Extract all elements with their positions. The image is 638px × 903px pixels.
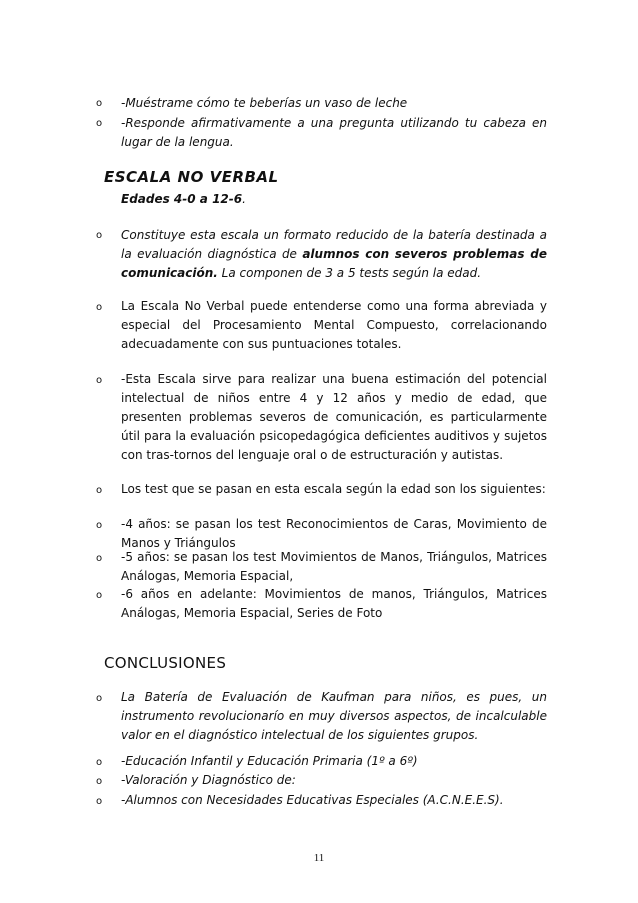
list-item: La Batería de Evaluación de Kaufman para niños, es pues, un instrumento revolucionarío en muy diversos aspectos, de incalculable valor en el diagnóstico intelectual de los siguientes grupos. [121,690,547,742]
paragraph: -Esta Escala sirve para realizar una buena estimación del potencial intelectual de niños entre 4 y 12 años y medio de edad, que presenten problemas severos de comunicación, es particularmente útil para la evaluación psicopedagógica deficientes auditivos y sujetos con tras-tornos del lenguaje oral o de estructuración y autistas. [121,372,547,462]
list-bullet: o [96,693,103,704]
paragraph: La Escala No Verbal puede entenderse como una forma abreviada y especial del Procesamiento Mental Compuesto, correlacionando adecuadamente con sus puntuaciones totales. [121,299,547,351]
list-bullet: o [96,796,103,807]
list-item: -Valoración y Diagnóstico de: [121,773,296,787]
list-bullet: o [96,757,103,768]
paragraph-emphasis: alumnos con severos problemas de comunicación. [121,247,547,280]
page-number: 11 [313,852,325,864]
list-bullet: o [96,375,103,386]
paragraph-text: La componen de 3 a 5 tests según la edad. [217,266,482,280]
list-item: -5 años: se pasan los test Movimientos de Manos, Triángulos, Matrices Análogas, Memoria Espacial, [121,550,547,583]
list-item: -Educación Infantil y Educación Primaria (1º a 6º) [121,754,418,768]
section-heading: ESCALA NO VERBAL [104,168,279,186]
section-heading: CONCLUSIONES [104,654,227,672]
subheading-period: . [242,192,246,206]
paragraph-text: Constituye esta escala un formato reducido de la batería destinada a la evaluación diagnóstica de [121,228,547,261]
list-item: -Muéstrame cómo te beberías un vaso de leche [121,96,408,110]
age-range: Edades 4-0 a 12-6 [121,192,243,206]
paragraph: Los test que se pasan en esta escala según la edad son los siguientes: [121,482,546,496]
list-bullet: o [96,98,103,109]
list-bullet: o [96,118,103,129]
list-item: -6 años en adelante: Movimientos de manos, Triángulos, Matrices Análogas, Memoria Espacial, Series de Foto [121,587,547,620]
list-bullet: o [96,590,103,601]
list-item: -Alumnos con Necesidades Educativas Especiales (A.C.N.E.E.S). [121,793,504,807]
list-bullet: o [96,553,103,564]
paragraph [121,226,547,283]
list-item: -Responde afirmativamente a una pregunta utilizando tu cabeza en lugar de la lengua. [121,116,547,149]
list-item: -4 años: se pasan los test Reconocimientos de Caras, Movimiento de Manos y Triángulos [121,517,547,550]
section-subheading [121,192,246,206]
list-bullet: o [96,520,103,531]
list-bullet: o [96,302,103,313]
list-bullet: o [96,485,103,496]
list-bullet: o [96,230,103,241]
list-bullet: o [96,776,103,787]
